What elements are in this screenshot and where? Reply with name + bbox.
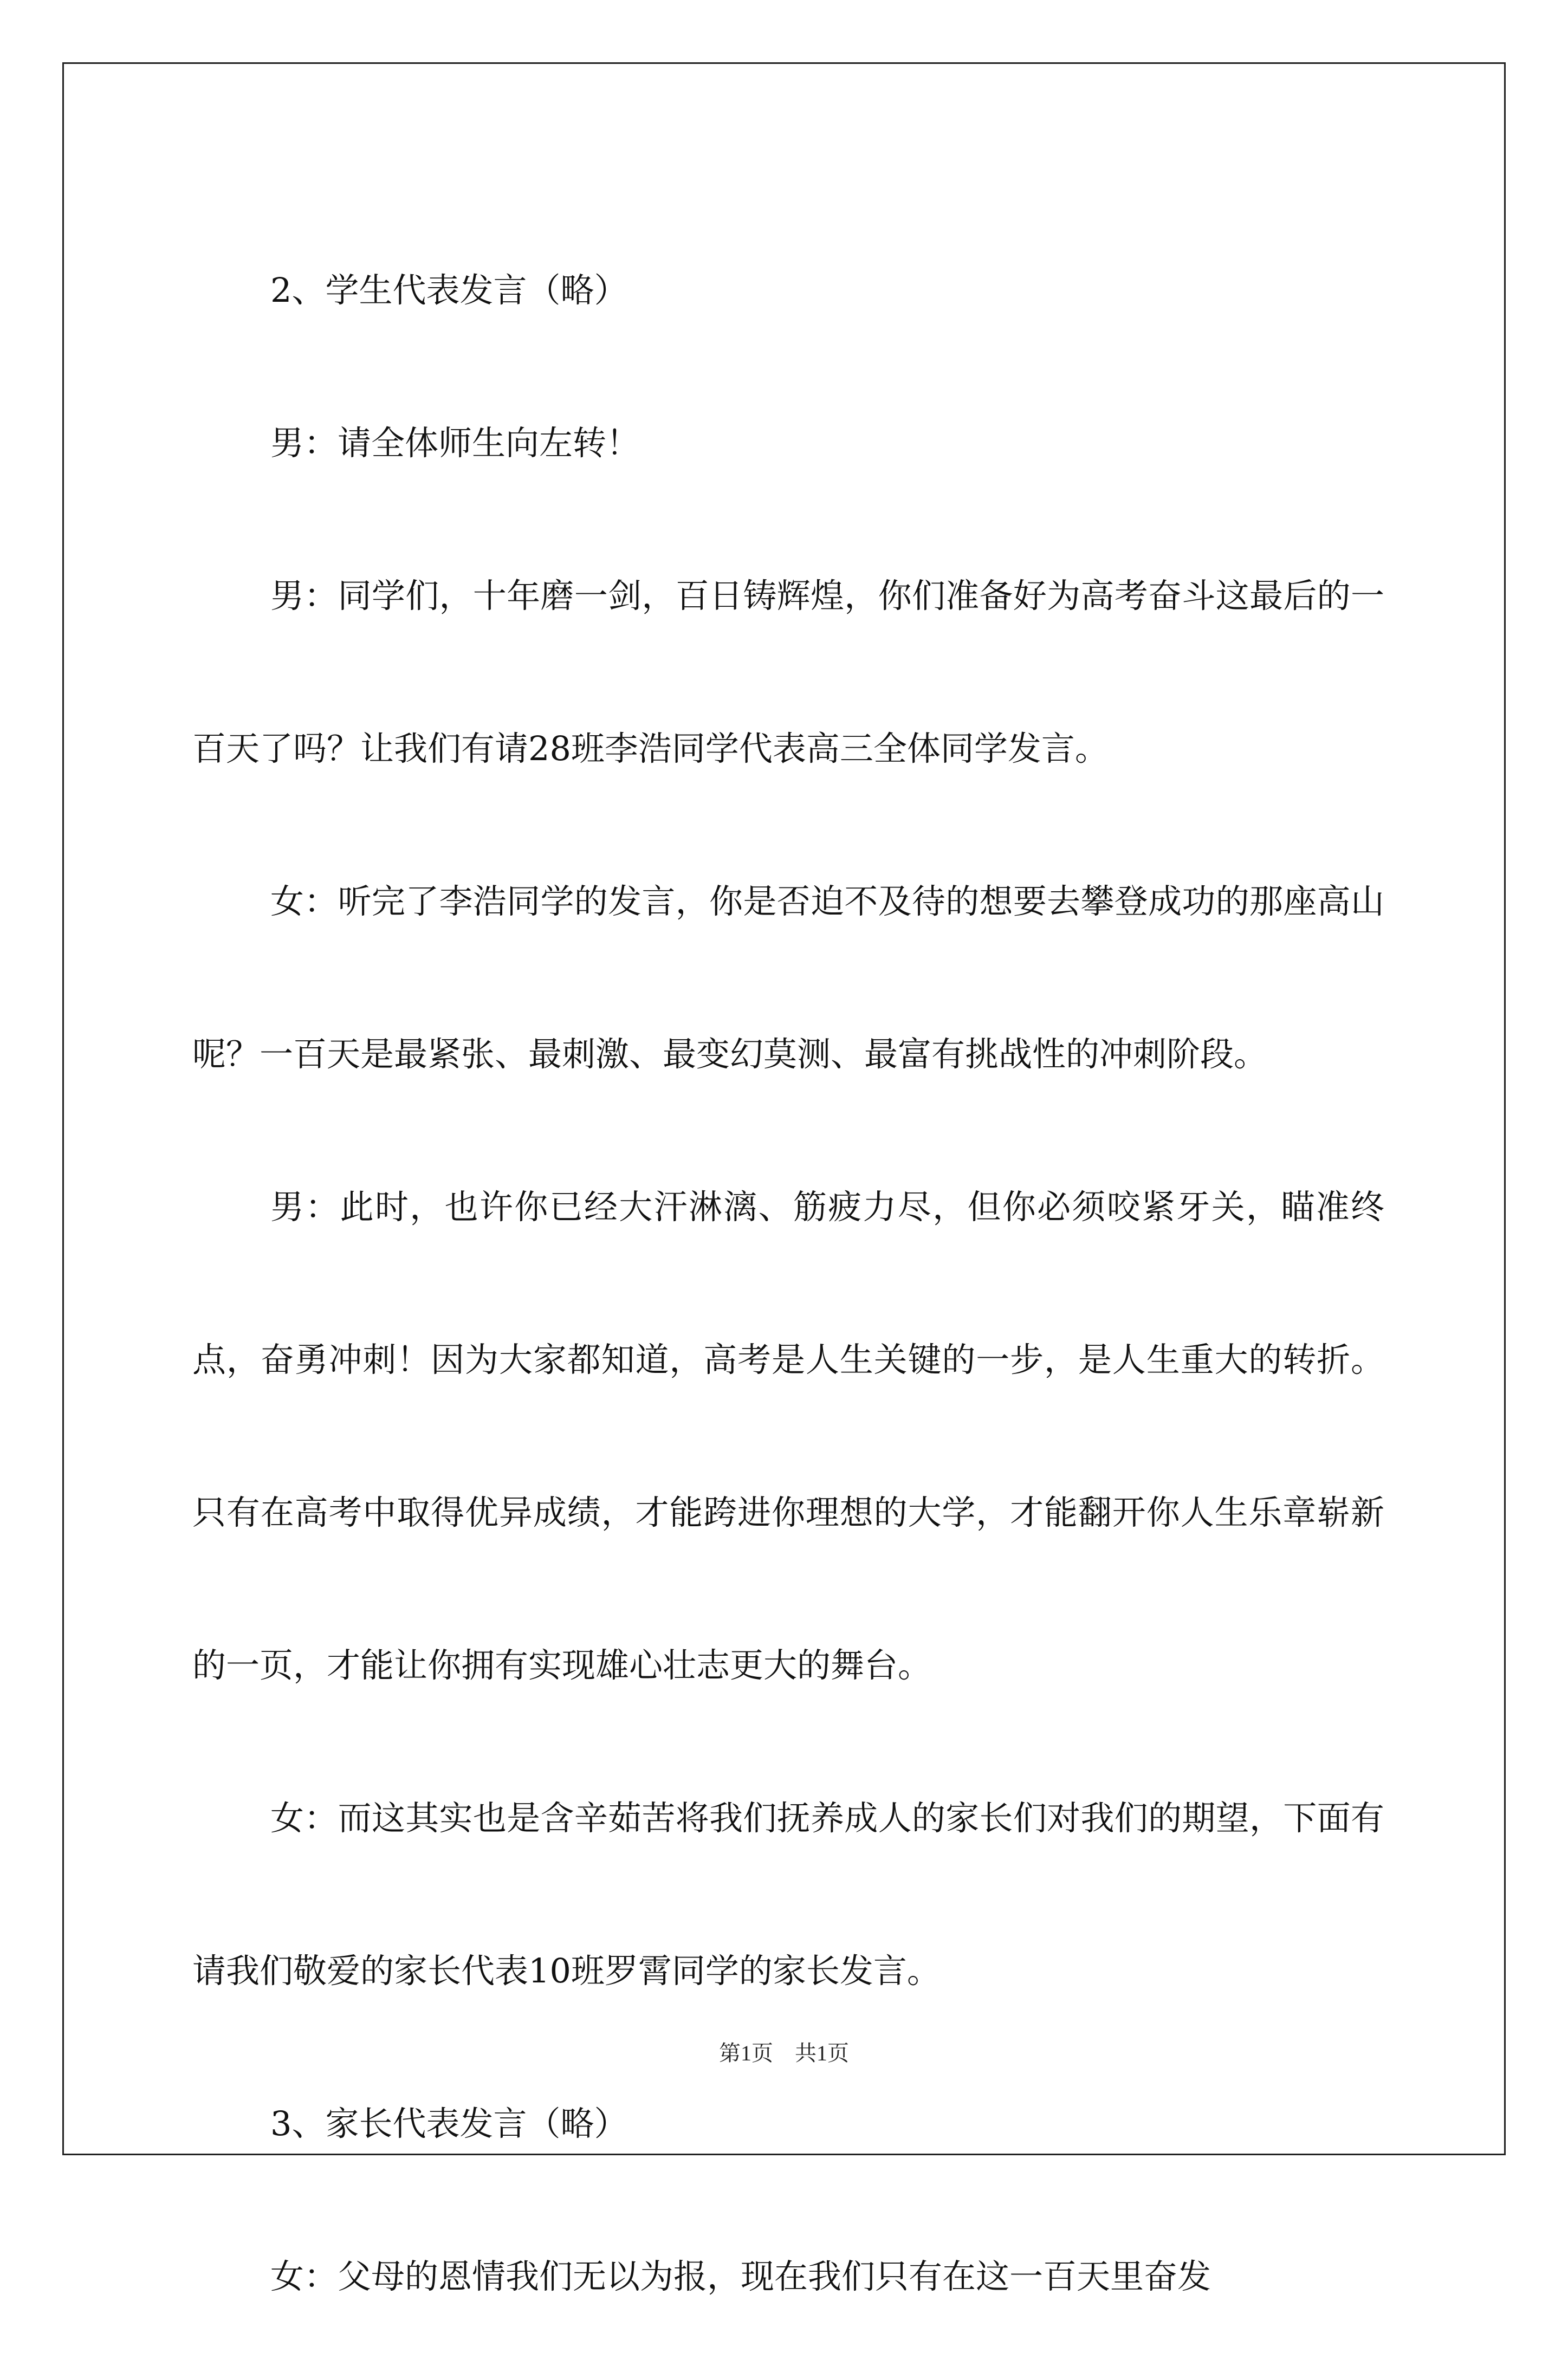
page-number: 第1页: [719, 2041, 773, 2065]
page-total: 共1页: [795, 2041, 849, 2065]
paragraph-turn-left: 男：请全体师生向左转！: [270, 423, 640, 463]
paragraph-sprint: 男：此时，也许你已经大汗淋漓、筋疲力尽，但你必须咬紧牙关，瞄准终点，奋勇冲刺！因为大家都知道，高考是人生关键的一步，是人生重大的转折。只有在高考中取得优异成绩，才能跨进你理想的大学，才能翻开你人生乐章崭新的一页，才能让你拥有实现雄心壮志更大的舞台。: [192, 1187, 1384, 1685]
document-body: [192, 214, 1384, 2353]
paragraph-invite-parent: 女：而这其实也是含辛茹苦将我们抚养成人的家长们对我们的期望，下面有请我们敬爱的家长代表10班罗霄同学的家长发言。: [192, 1798, 1384, 1991]
paragraph-parents-gratitude: 女：父母的恩情我们无以为报，现在我们只有在这一百天里奋发: [270, 2257, 1211, 2296]
paragraph-invite-student: 男：同学们，十年磨一剑，百日铸辉煌，你们准备好为高考奋斗这最后的一百天了吗？让我们有请28班李浩同学代表高三全体同学发言。: [192, 576, 1384, 768]
paragraph-student-speech-heading: 2、学生代表发言（略）: [270, 270, 628, 310]
paragraph-after-student-speech: 女：听完了李浩同学的发言，你是否迫不及待的想要去攀登成功的那座高山呢？一百天是最紧张、最刺激、最变幻莫测、最富有挑战性的冲刺阶段。: [192, 881, 1384, 1074]
page-footer: [0, 2040, 1568, 2067]
paragraph-parent-speech-heading: 3、家长代表发言（略）: [270, 2104, 628, 2143]
